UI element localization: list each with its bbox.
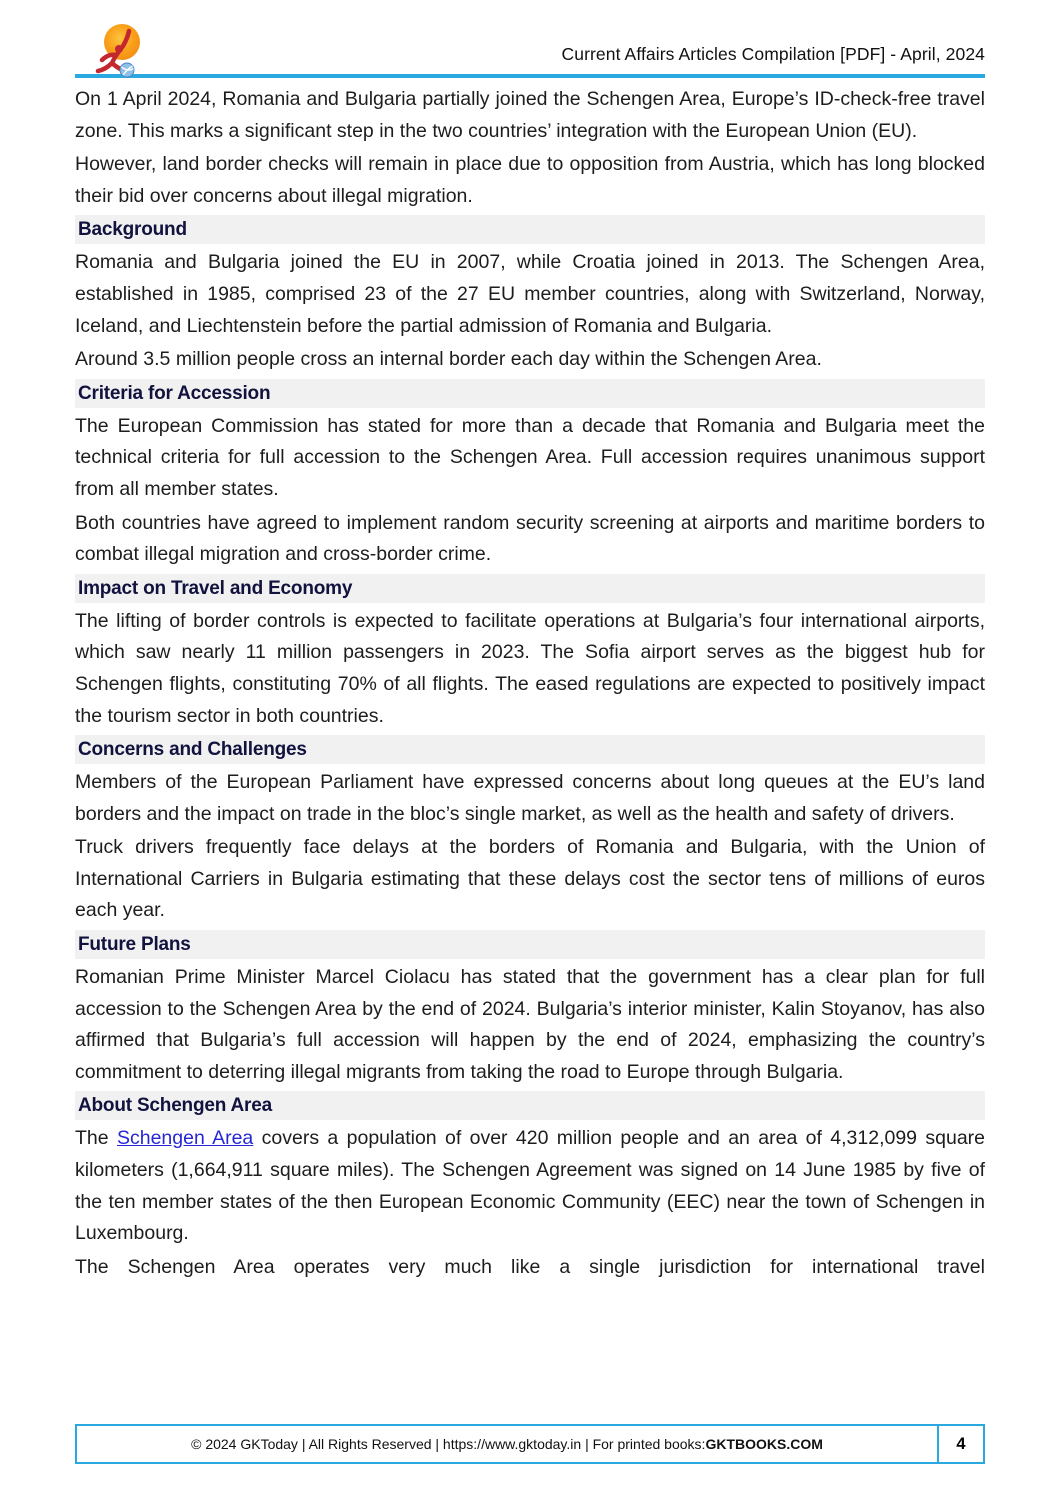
- paragraph-concerns-2: Truck drivers frequently face delays at the borders of Romania and Bulgaria, with the Union of International Carriers in Bulgaria estimating that these delays cost the sector tens of millions of euros each year.: [75, 836, 985, 922]
- section-heading-impact: Impact on Travel and Economy: [75, 574, 985, 603]
- copyright-text: [77, 1426, 937, 1462]
- paragraph-background-1: Romania and Bulgaria joined the EU in 2007, while Croatia joined in 2013. The Schengen Area, established in 1985, comprised 23 of the 27 EU member countries, along with Switzerland, Norway, Iceland, and Liechtenstein before the partial admission of Romania and Bulgaria.: [75, 251, 985, 337]
- logo-figure-head: [115, 45, 123, 53]
- section-heading-about: About Schengen Area: [75, 1091, 985, 1120]
- paragraph-concerns-1: Members of the European Parliament have expressed concerns about long queues at the EU’s land borders and the impact on trade in the bloc’s single market, as well as the health and safety of drivers.: [75, 771, 985, 825]
- section-heading-concerns: Concerns and Challenges: [75, 735, 985, 764]
- paragraph-future-1: Romanian Prime Minister Marcel Ciolacu has stated that the government has a clear plan for full accession to the Schengen Area by the end of 2024. Bulgaria’s interior minister, Kalin Stoyanov, has also affirmed that Bulgaria’s full accession will happen by the end of 2024, emphasizing the country’s commitment to deterring illegal migrants from taking the road to Europe through Bulgaria.: [75, 966, 985, 1083]
- paragraph-impact-1: The lifting of border controls is expected to facilitate operations at Bulgaria’s four international airports, which saw nearly 11 million passengers in 2023. The Sofia airport serves as the biggest hub for Schengen flights, constituting 70% of all flights. The eased regulations are expected to positively impact the tourism sector in both countries.: [75, 609, 985, 727]
- paragraph-criteria-1: The European Commission has stated for more than a decade that Romania and Bulgaria meet the technical criteria for full accession to the Schengen Area. Full accession requires unanimous support from all member states.: [75, 414, 985, 500]
- paragraph-background-2: Around 3.5 million people cross an internal border each day within the Schengen Area.: [75, 348, 822, 371]
- section-heading-future: Future Plans: [75, 930, 985, 959]
- logo-globe-icon: [120, 63, 134, 77]
- paragraph-criteria-2: Both countries have agreed to implement random security screening at airports and maritime borders to combat illegal migration and cross-border crime.: [75, 511, 985, 566]
- document-title: Current Affairs Articles Compilation [PDF] - April, 2024: [561, 44, 985, 64]
- schengen-area-link[interactable]: Schengen Area: [116, 1127, 254, 1150]
- section-heading-criteria: Criteria for Accession: [75, 379, 985, 408]
- paragraph-intro-1: On 1 April 2024, Romania and Bulgaria partially joined the Schengen Area, Europe’s ID-check-free travel zone. This marks a significant step in the two countries’ integration with the European Union (EU).: [75, 88, 985, 142]
- gktbooks-site-label: GKTBOOKS.COM: [705, 1436, 823, 1452]
- copyright-prefix: © 2024 GKToday | All Rights Reserved | https://www.gktoday.in | For printed books:: [191, 1436, 706, 1452]
- paragraph-intro-2: However, land border checks will remain in place due to opposition from Austria, which has long blocked their bid over concerns about illegal migration.: [75, 153, 985, 207]
- page-header: [75, 0, 985, 78]
- about-text-pre: The: [75, 1127, 117, 1150]
- page-number: 4: [937, 1426, 983, 1462]
- gktoday-logo: [89, 22, 149, 78]
- paragraph-about-1: [75, 1123, 985, 1249]
- article-body: [75, 84, 985, 1283]
- page-footer: [75, 1424, 985, 1464]
- section-heading-background: Background: [75, 215, 985, 244]
- about-text-post: covers a population of over 420 million people and an area of 4,312,099 square kilometers (1,664,911 square miles). The Schengen Agreement was signed on 14 June 1985 by five of the ten member states of the then European Economic Community (EEC) near the town of Schengen in Luxembourg.: [75, 1127, 985, 1245]
- paragraph-about-2: The Schengen Area operates very much like a single jurisdiction for international travel: [75, 1255, 985, 1278]
